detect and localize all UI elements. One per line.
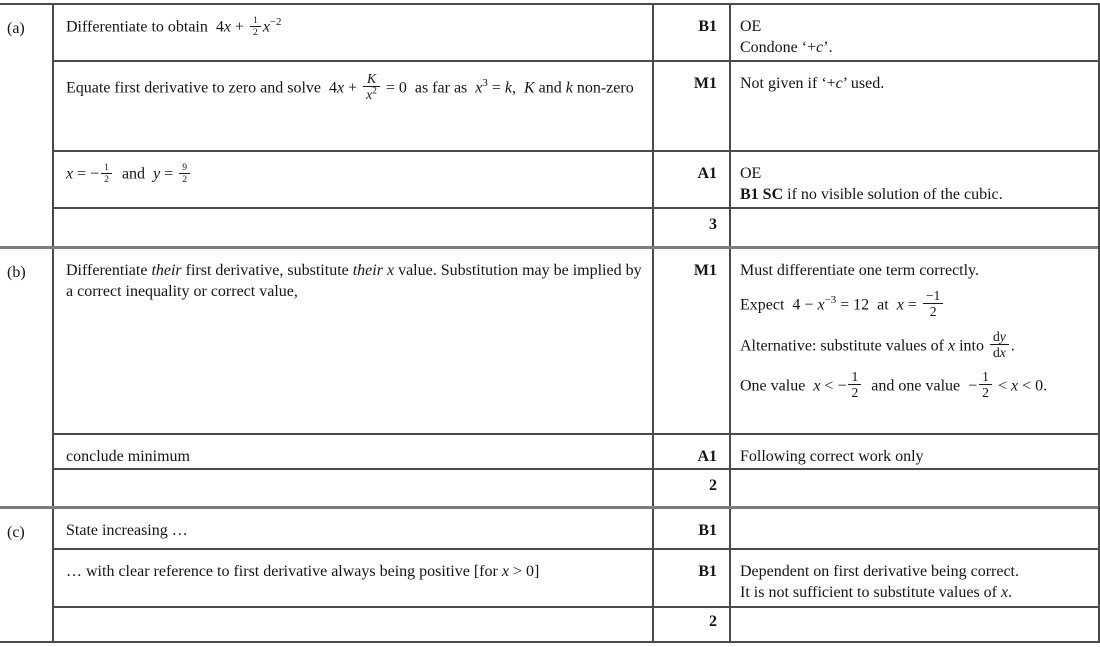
comment-cell [729,509,1098,548]
comment-cell: OE Condone ‘+c’. [729,5,1098,60]
solution-cell: conclude minimum [52,433,652,468]
empty-cell [729,468,1098,506]
total-marks-cell: 3 [652,207,729,246]
mark-cell: B1 [652,548,729,606]
empty-cell [52,606,652,641]
solution-cell: Differentiate to obtain 4x + $\frac{1}{2}$ $x^{-2}$ [52,5,652,60]
empty-cell [52,468,652,506]
solution-cell: … with clear reference to first derivative always being positive [for x > 0] [52,548,652,606]
total-marks-cell: 2 [652,468,729,506]
solution-cell: State increasing … [52,509,652,548]
part-label: (a) [7,20,25,37]
mark-cell: B1 [652,509,729,548]
empty-cell [729,606,1098,641]
section-part-a [0,5,1098,246]
section-part-c [0,506,1098,641]
comment-cell: Following correct work only [729,433,1098,468]
mark-cell: M1 [652,60,729,150]
mark-cell: A1 [652,433,729,468]
solution-cell: Differentiate their first derivative, substitute their x value. Substitution may be implied by a correct inequality or correct value, [52,249,652,433]
solution-cell: x = − $\frac{1}{2}$ and y = $\frac{9}{2}$ [52,150,652,207]
mark-cell: A1 [652,150,729,207]
section-part-b [0,246,1098,506]
mark-scheme-table [0,3,1100,643]
total-marks-cell: 2 [652,606,729,641]
part-label: (b) [7,264,26,281]
comment-cell: Not given if ‘+c’ used. [729,60,1098,150]
mark-cell: M1 [652,249,729,433]
empty-cell [52,207,652,246]
comment-cell: Dependent on first derivative being correct. It is not sufficient to substitute values of x. [729,548,1098,606]
mark-cell: B1 [652,5,729,60]
comment-cell: Must differentiate one term correctly. Expect $4 - x^{-3} = 12$ at x = $\frac{-1}{2}$ Alternative: substitute values of x into $\frac{dy}{dx}$ . One value x < − $\frac{1}{2}$ and one value − $\frac{1}{2}$ < x < 0. [729,249,1098,433]
comment-cell: OE B1 SC if no visible solution of the cubic. [729,150,1098,207]
part-label: (c) [7,524,25,541]
solution-cell: Equate first derivative to zero and solve 4x + $\frac{K}{x^2}$ = 0 as far as $x^3 = k$, K and k non-zero [52,60,652,150]
empty-cell [729,207,1098,246]
